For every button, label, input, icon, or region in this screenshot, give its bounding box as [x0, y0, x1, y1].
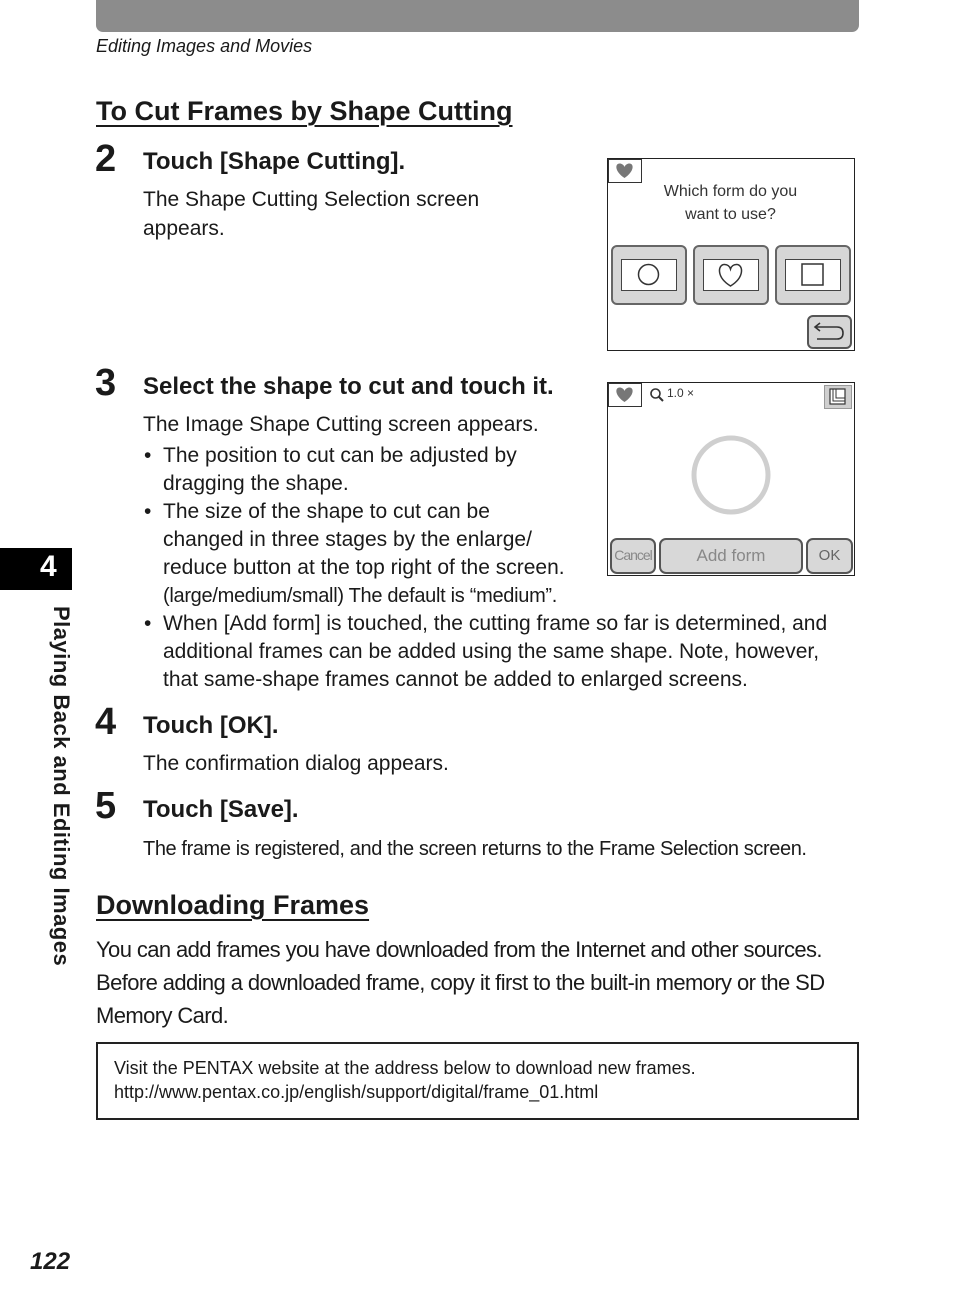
- back-button[interactable]: [807, 315, 852, 349]
- bullet-1: • The position to cut can be adjusted by dragging the shape.: [144, 444, 517, 495]
- enlarge-reduce-button[interactable]: [824, 385, 852, 409]
- heart-tab: [608, 383, 642, 407]
- circle-shape-icon: [622, 260, 675, 289]
- ok-button[interactable]: OK: [806, 538, 853, 574]
- top-bar: [96, 0, 859, 32]
- circle-cut-frame[interactable]: [690, 434, 772, 516]
- zoom-icon: [649, 387, 665, 403]
- step-3-body: The Image Shape Cutting screen appears.: [143, 413, 539, 436]
- section-title-downloading-frames: Downloading Frames: [96, 890, 370, 920]
- heart-shape-icon: [704, 260, 757, 289]
- step-4-title: Touch [OK].: [143, 712, 279, 739]
- running-header: Editing Images and Movies: [96, 36, 313, 56]
- chapter-tab: [0, 548, 72, 590]
- note-text: Visit the PENTAX website at the address below to download new frames.: [114, 1058, 696, 1078]
- bullet-2: • The size of the shape to cut can be changed in three stages by the enlarge/ reduce button at the top right of the screen. (large/medium/small) The default is “medium”.: [144, 500, 565, 607]
- step-2-body-line-1: The Shape Cutting Selection screen: [143, 188, 480, 211]
- step-2-body-line-2: appears.: [143, 217, 225, 240]
- download-url[interactable]: http://www.pentax.co.jp/english/support/digital/frame_01.html: [114, 1082, 599, 1102]
- heart-icon: [609, 160, 640, 181]
- bullet-3: • When [Add form] is touched, the cutting frame so far is determined, and additional frames can be added using the same shape. Note, however, that same-shape frames cannot be added to enlarged screens.: [144, 612, 828, 691]
- bullet-dot: •: [144, 500, 152, 523]
- step-5-title: Touch [Save].: [143, 796, 299, 823]
- step-3-title: Select the shape to cut and touch it.: [143, 373, 554, 400]
- square-shape-icon: [786, 260, 839, 289]
- chapter-number: 4: [40, 550, 57, 583]
- heart-icon: [609, 384, 640, 405]
- square-shape-button[interactable]: [775, 245, 851, 305]
- back-arrow-icon: [809, 317, 849, 346]
- heart-shape-button[interactable]: [693, 245, 769, 305]
- section-title-shape-cutting: To Cut Frames by Shape Cutting: [96, 96, 513, 126]
- zoom-level: 1.0 ×: [667, 386, 695, 400]
- step-4-body: The confirmation dialog appears.: [143, 752, 449, 775]
- page-number: 122: [30, 1248, 71, 1275]
- resize-icon: [825, 386, 851, 408]
- add-form-button[interactable]: Add form: [659, 538, 803, 574]
- image-shape-cutting-screen: [607, 382, 855, 576]
- step-2-title: Touch [Shape Cutting].: [143, 148, 406, 175]
- shape-selection-screen: [607, 158, 855, 351]
- shape-prompt-line-1: Which form do you: [663, 183, 798, 200]
- chapter-side-label: Playing Back and Editing Images: [49, 606, 74, 967]
- shape-prompt-line-2: want to use?: [685, 206, 776, 223]
- website-note-box: [96, 1042, 859, 1120]
- heart-tab: [608, 159, 642, 183]
- downloading-paragraph: You can add frames you have downloaded from the Internet and other sources. Before adding a downloaded frame, copy it first to the built-in memory or the SD Memory Card.: [96, 937, 825, 1028]
- circle-shape-button[interactable]: [611, 245, 687, 305]
- step-5-body: The frame is registered, and the screen returns to the Frame Selection screen.: [143, 838, 807, 860]
- step-number-3: 3: [95, 362, 117, 404]
- step-number-2: 2: [95, 138, 117, 180]
- step-number-4: 4: [95, 701, 117, 743]
- bullet-dot: •: [144, 444, 152, 467]
- cancel-button[interactable]: Cancel: [610, 538, 656, 574]
- bullet-dot: •: [144, 612, 152, 635]
- step-number-5: 5: [95, 785, 117, 827]
